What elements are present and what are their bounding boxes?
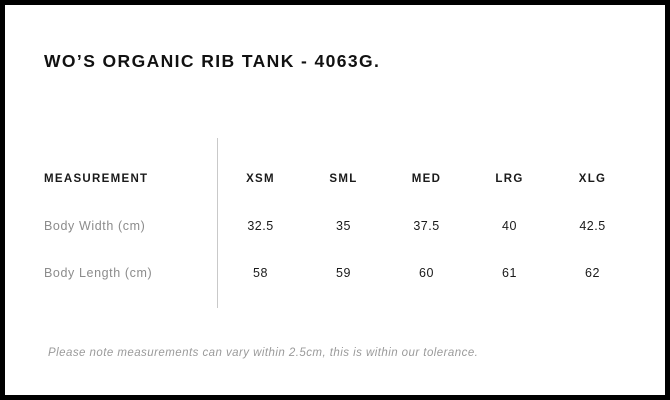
cell-body-width-sml: 35 xyxy=(336,218,351,233)
cell-body-length-med: 60 xyxy=(419,265,434,280)
table-row xyxy=(44,202,634,249)
cell-body-width-xsm: 32.5 xyxy=(247,218,274,233)
column-header-measurement: MEASUREMENT xyxy=(44,172,149,185)
cell-body-length-lrg: 61 xyxy=(502,265,517,280)
size-chart-page xyxy=(5,5,665,395)
column-header-xsm: XSM xyxy=(246,172,275,185)
page-title: WO’S ORGANIC RIB TANK - 4063G. xyxy=(44,51,381,71)
table-header xyxy=(44,155,634,202)
cell-body-width-med: 37.5 xyxy=(413,218,440,233)
column-header-xlg: XLG xyxy=(578,172,607,185)
cell-body-width-xlg: 42.5 xyxy=(579,218,606,233)
cell-body-length-xsm: 58 xyxy=(253,265,268,280)
size-chart-table xyxy=(44,155,634,296)
tolerance-note: Please note measurements can vary within 2.5cm, this is within our tolerance. xyxy=(48,347,479,359)
column-header-lrg: LRG xyxy=(495,172,524,185)
row-label-body-width: Body Width (cm) xyxy=(44,218,146,233)
column-header-med: MED xyxy=(411,172,442,185)
table-body xyxy=(44,202,634,296)
table-header-row xyxy=(44,155,634,202)
row-label-body-length: Body Length (cm) xyxy=(44,265,153,280)
cell-body-length-xlg: 62 xyxy=(585,265,600,280)
cell-body-length-sml: 59 xyxy=(336,265,351,280)
table-row xyxy=(44,249,634,296)
column-header-sml: SML xyxy=(329,172,358,185)
cell-body-width-lrg: 40 xyxy=(502,218,517,233)
size-chart-content xyxy=(5,5,665,395)
